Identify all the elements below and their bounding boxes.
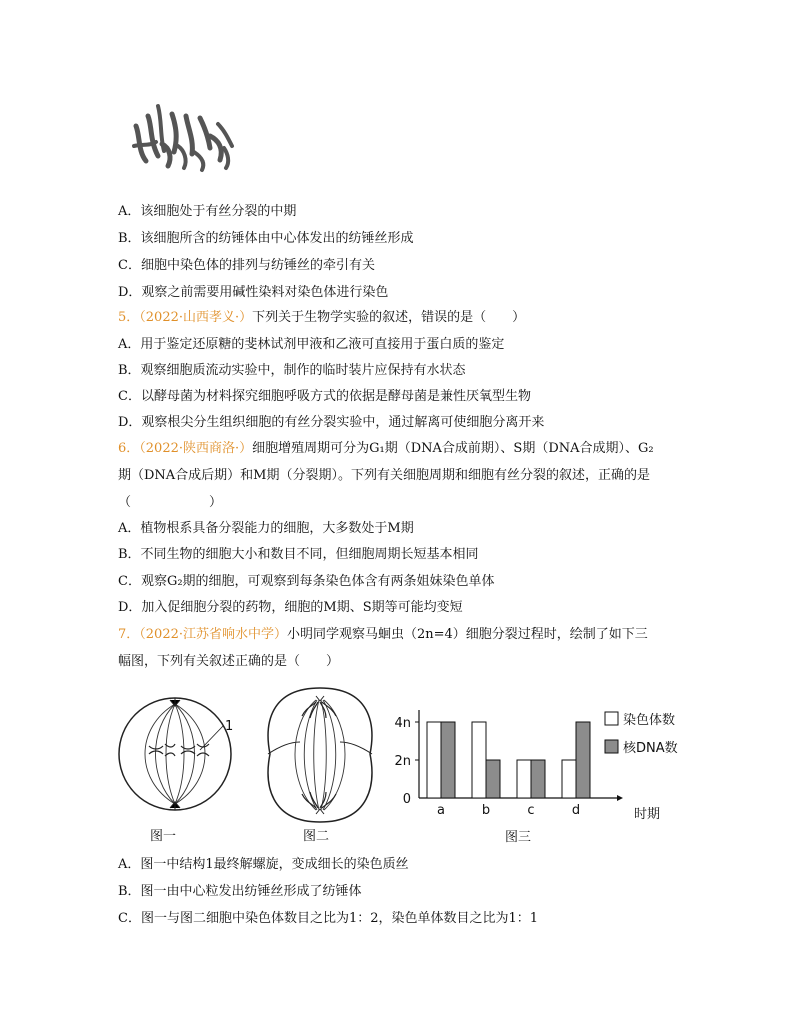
figure-2-cell: [260, 684, 380, 826]
x-tick-label: c: [527, 803, 535, 818]
q5-stem-line: [118, 309, 525, 327]
legend-label: 核DNA数: [623, 741, 678, 756]
bar-b-chromosome: [472, 722, 486, 798]
q7-stem-line2: 幅图，下列有关叙述正确的是（ ）: [118, 654, 340, 669]
q5-stem: 下列关于生物学实验的叙述，错误的是（ ）: [252, 310, 526, 325]
figure-2-caption: 图二: [303, 829, 330, 844]
q6-stem-1: 细胞增殖周期可分为G₁期（DNA合成前期）、S期（DNA合成期）、G₂: [252, 441, 654, 456]
q6-option-c: C．观察G₂期的细胞，可观察到每条染色体含有两条姐妹染色单体: [118, 574, 495, 589]
option-d-top: D．观察之前需要用碱性染料对染色体进行染色: [118, 285, 389, 300]
chromosome-photo: [128, 96, 244, 176]
q5-source: （2022·山西孝义·）: [139, 310, 253, 325]
bar-c-chromosome: [517, 760, 531, 798]
option-a-top: A．该细胞处于有丝分裂的中期: [118, 204, 297, 219]
figure-3-chart: [385, 696, 695, 824]
q7-option-a: A．图一中结构1最终解螺旋，变成细长的染色质丝: [118, 857, 409, 872]
legend-swatch: [605, 712, 618, 725]
bar-d-dna: [576, 722, 590, 798]
figure-1-label-1: 1: [225, 719, 234, 734]
q5-option-c: C．以酵母菌为材料探究细胞呼吸方式的依据是酵母菌是兼性厌氧型生物: [118, 389, 531, 404]
bar-c-dna: [531, 760, 545, 798]
q6-option-d: D．加入促细胞分裂的药物，细胞的M期、S期等可能均变短: [118, 600, 463, 615]
q7-source: （2022·江苏省响水中学）: [139, 627, 287, 642]
q6-source: （2022·陕西商洛·）: [139, 441, 253, 456]
q6-stem-line1: [118, 440, 654, 458]
q7-stem-1: 小明同学观察马蛔虫（2n=4）细胞分裂过程时，绘制了如下三: [287, 627, 648, 642]
q7-number: 7．: [118, 627, 140, 642]
x-axis-label: 时期: [633, 807, 661, 822]
bar-a-chromosome: [427, 722, 441, 798]
q7-stem-line1: [118, 626, 648, 644]
option-c-top: C．细胞中染色体的排列与纺锤丝的牵引有关: [118, 258, 375, 273]
bar-a-dna: [441, 722, 455, 798]
option-b-top: B．该细胞所含的纺锤体由中心体发出的纺锤丝形成: [118, 231, 414, 246]
x-tick-label: d: [571, 803, 581, 818]
q7-option-c: C．图一与图二细胞中染色体数目之比为1：2，染色单体数目之比为1：1: [118, 911, 539, 926]
q5-option-a: A．用于鉴定还原糖的斐林试剂甲液和乙液可直接用于蛋白质的鉴定: [118, 337, 505, 352]
y-tick-label: 4n: [394, 716, 411, 731]
q7-option-b: B．图一由中心粒发出纺锤丝形成了纺锤体: [118, 884, 362, 899]
y-tick-label: 0: [402, 792, 411, 807]
q6-stem-line3: （ ）: [118, 495, 223, 510]
bar-d-chromosome: [562, 760, 576, 798]
y-tick-label: 2n: [394, 754, 411, 769]
q6-option-b: B．不同生物的细胞大小和数目不同，但细胞周期长短基本相同: [118, 547, 479, 562]
figure-3-caption: 图三: [505, 830, 532, 845]
legend-swatch: [605, 740, 618, 753]
x-axis-arrow: [617, 795, 623, 801]
x-tick-label: b: [481, 803, 491, 818]
q5-option-b: B．观察细胞质流动实验中，制作的临时装片应保持有水状态: [118, 363, 466, 378]
legend-label: 染色体数: [623, 713, 676, 728]
figure-1-caption: 图一: [150, 829, 177, 844]
q6-stem-line2: 期（DNA合成后期）和M期（分裂期）。下列有关细胞周期和细胞有丝分裂的叙述，正确的是: [118, 468, 650, 483]
q6-number: 6．: [118, 441, 140, 456]
x-tick-label: a: [437, 803, 445, 818]
figure-1-cell: [115, 688, 245, 818]
q6-option-a: A．植物根系具备分裂能力的细胞，大多数处于M期: [118, 521, 414, 536]
bar-b-dna: [486, 760, 500, 798]
q5-number: 5．: [118, 310, 140, 325]
q5-option-d: D．观察根尖分生组织细胞的有丝分裂实验中，通过解离可使细胞分离开来: [118, 415, 545, 430]
